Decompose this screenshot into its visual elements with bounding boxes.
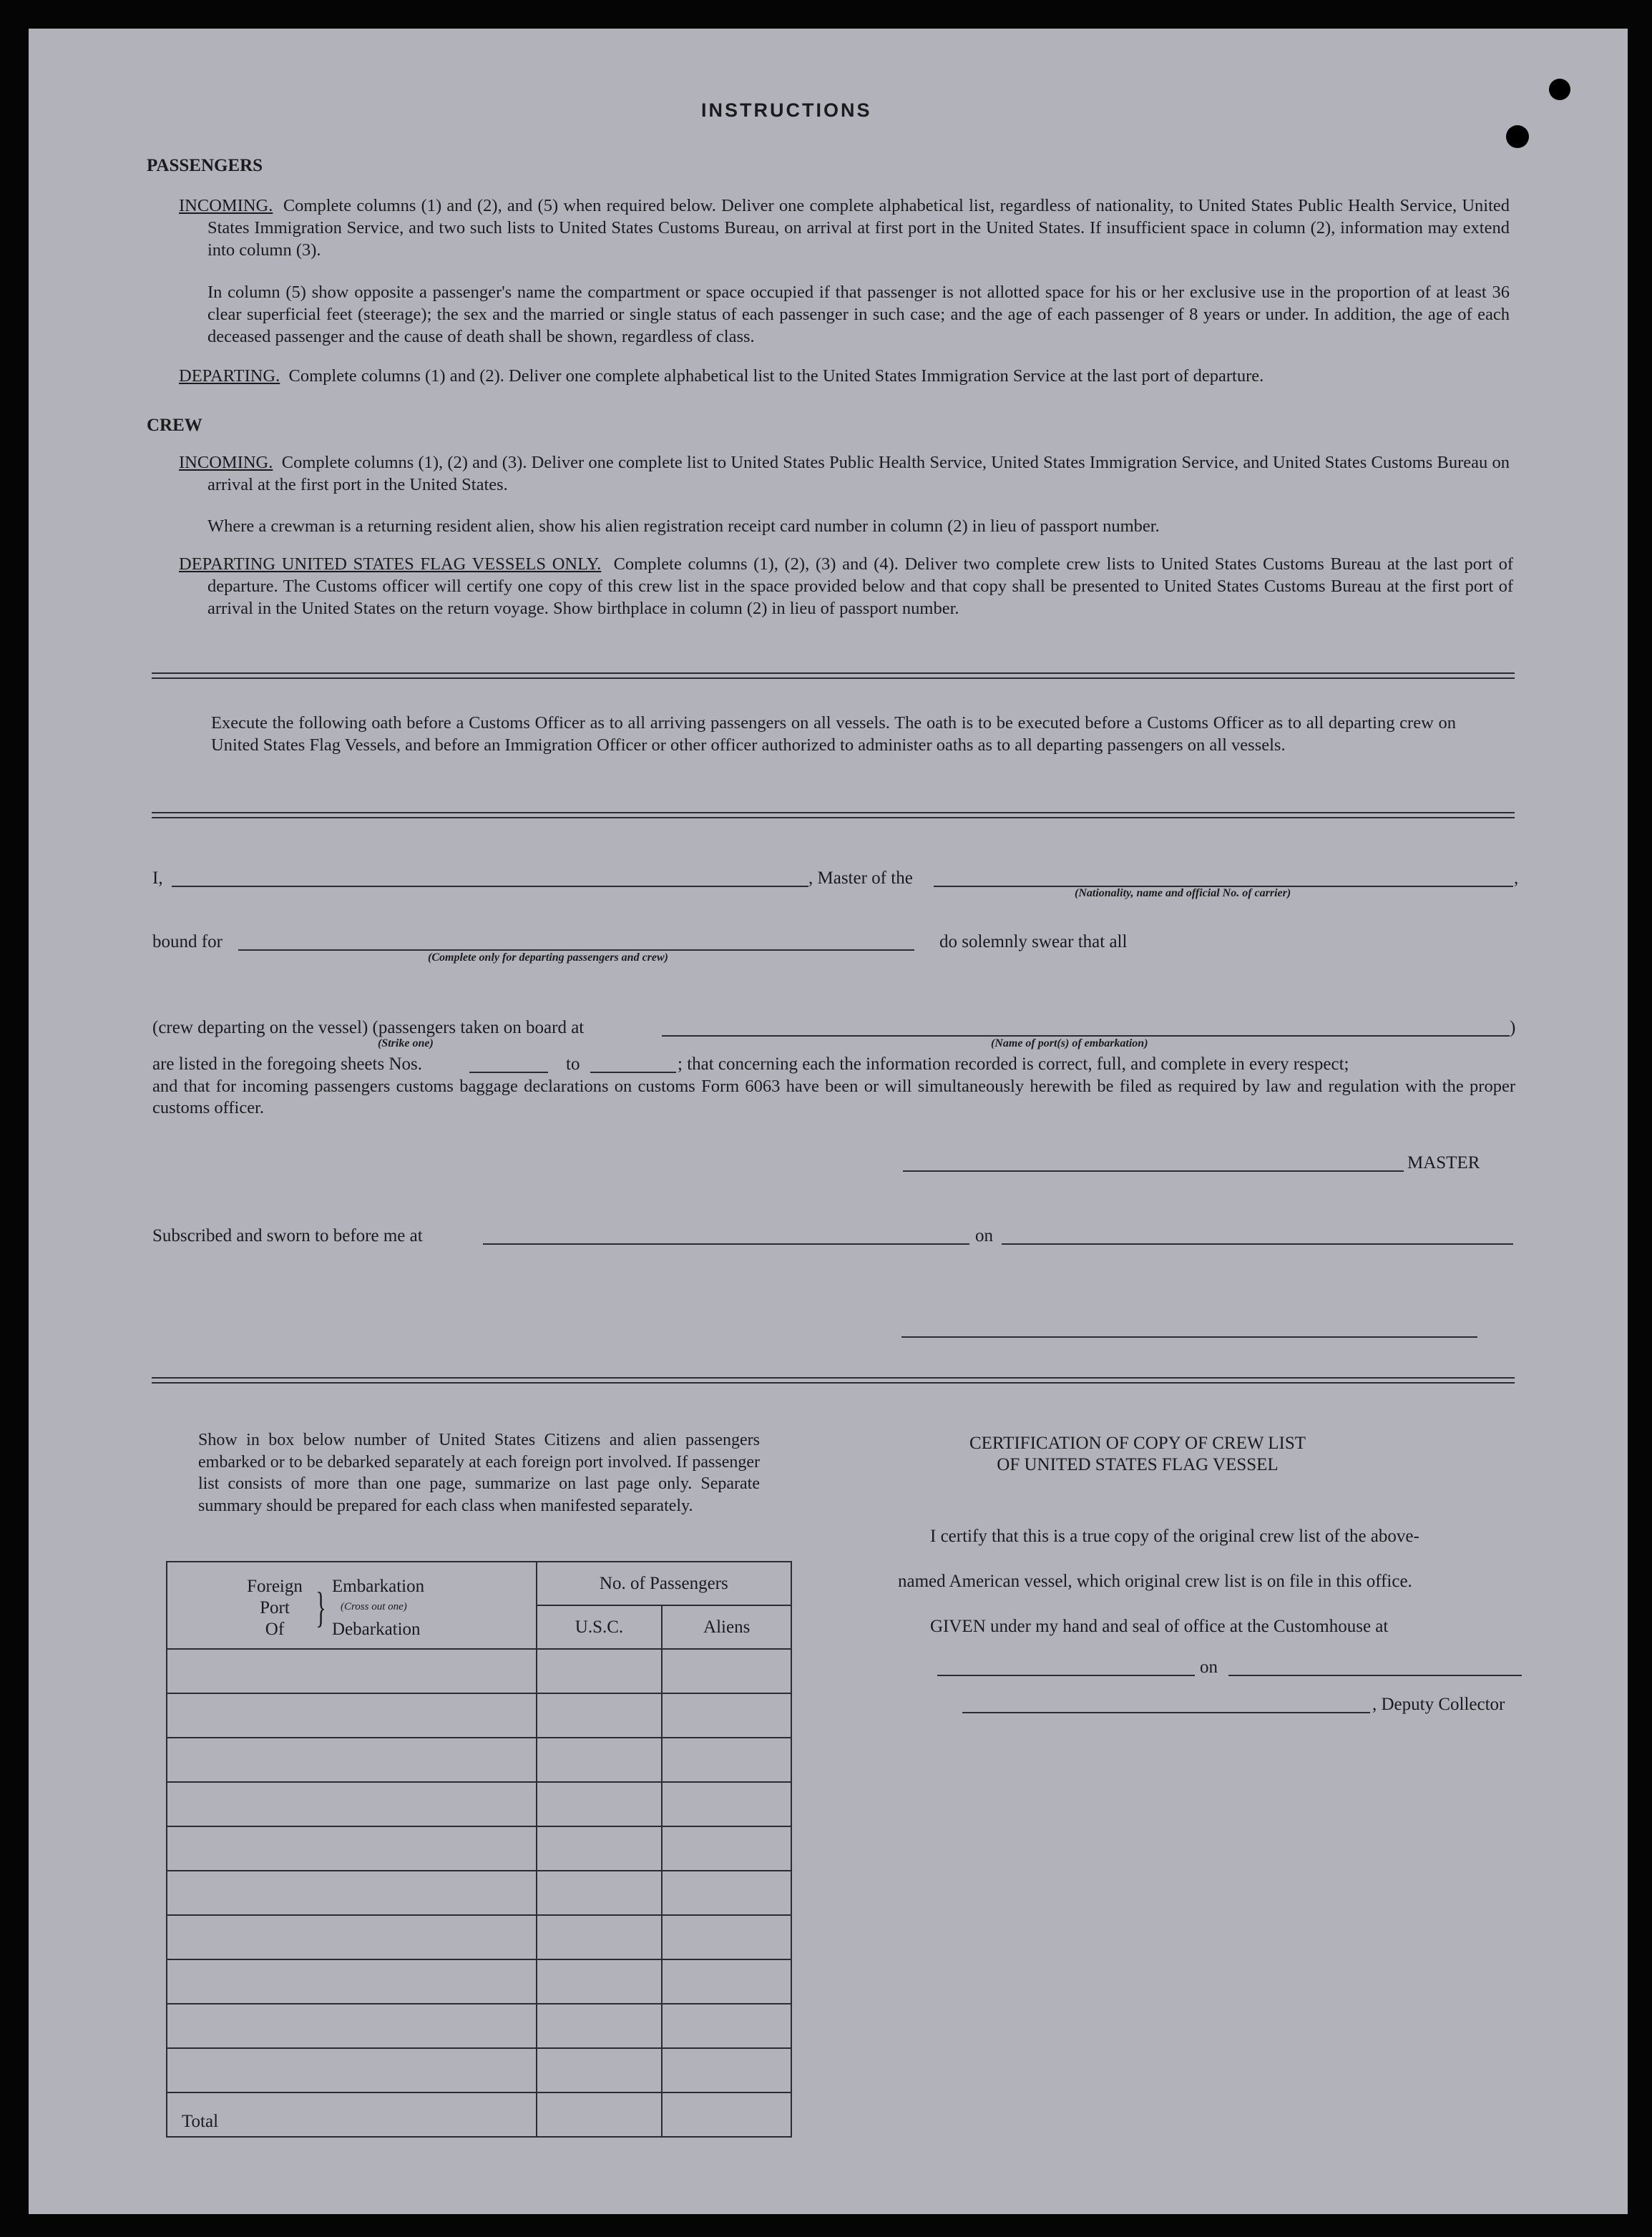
usc-total-cell[interactable] [537, 2092, 663, 2137]
deputy-collector-label: , Deputy Collector [1372, 1695, 1505, 1714]
aliens-cell[interactable] [662, 1959, 791, 2004]
total-label-cell [167, 2092, 537, 2137]
foreign-label: Foreign [247, 1577, 303, 1596]
oath-listed-text: ; that concerning each the information recorded is correct, full, and complete in every respect; [678, 1054, 1349, 1074]
oath-baggage-text: and that for incoming passengers customs baggage declarations on customs Form 6063 have been or will simultaneously herewith be filed as required by law and regulation with the proper customs officer. [152, 1077, 1515, 1117]
aliens-cell[interactable] [662, 1782, 791, 1826]
aliens-total-cell[interactable] [662, 2092, 791, 2137]
sworn-on-label: on [975, 1226, 993, 1245]
customhouse-field[interactable] [937, 1675, 1195, 1676]
punch-hole [1549, 79, 1570, 100]
port-cell[interactable] [167, 1959, 537, 2004]
aliens-cell[interactable] [662, 1738, 791, 1782]
usc-cell[interactable] [537, 1782, 663, 1826]
sworn-date-field[interactable] [1002, 1243, 1513, 1245]
usc-cell[interactable] [537, 2004, 663, 2048]
crew-departing-paragraph [179, 553, 1513, 620]
port-header-cell [167, 1562, 537, 1649]
crew-resident-paragraph [207, 515, 1510, 537]
certification-on-label: on [1200, 1658, 1218, 1677]
section-divider [152, 812, 1515, 818]
aliens-cell[interactable] [662, 1871, 791, 1915]
passengers-heading: PASSENGERS [147, 156, 263, 175]
passengers-departing-text: Complete columns (1) and (2). Deliver one complete alphabetical list to the United States Immigration Service at the last port of departure. [288, 366, 1264, 386]
passengers-column5-paragraph [207, 281, 1510, 348]
brace-icon: } [316, 1584, 326, 1631]
cross-out-caption: (Cross out one) [341, 1601, 407, 1612]
oath-master-of-label: , Master of the [808, 868, 913, 888]
section-divider [152, 1377, 1515, 1384]
passengers-column5-text: In column (5) show opposite a passenger's name the compartment or space occupied if that passenger is not allotted space for his or her exclusive use in the proportion of at least 36 clear superficial feet (steerage); the sex and the married or single status of each passenger in such case; and the age of each passenger of 8 years or under. In addition, the age of each deceased passenger and the cause of death shall be shown, regardless of class. [207, 283, 1510, 346]
sheet-to-field[interactable] [590, 1072, 676, 1073]
subscribed-label: Subscribed and sworn to before me at [152, 1226, 423, 1245]
section-divider [152, 672, 1515, 679]
port-cell[interactable] [167, 2004, 537, 2048]
usc-cell[interactable] [537, 1959, 663, 2004]
port-cell[interactable] [167, 1738, 537, 1782]
of-label: Of [265, 1620, 285, 1639]
punch-hole [1506, 125, 1529, 148]
deputy-signature-field[interactable] [962, 1712, 1370, 1713]
port-cell[interactable] [167, 1826, 537, 1871]
oath-close-paren: ) [1510, 1018, 1516, 1037]
sworn-place-field[interactable] [483, 1243, 969, 1245]
port-cell[interactable] [167, 1871, 537, 1915]
port-cell[interactable] [167, 1693, 537, 1738]
certification-heading-2: OF UNITED STATES FLAG VESSEL [997, 1455, 1279, 1474]
oath-comma: , [1514, 868, 1519, 888]
oath-intro-paragraph [211, 712, 1456, 756]
crew-resident-text: Where a crewman is a returning resident alien, show his alien registration receipt card number in column (2) in lieu of passport number. [207, 517, 1160, 536]
passengers-incoming-paragraph [179, 195, 1510, 261]
carrier-caption: (Nationality, name and official No. of carrier) [1075, 887, 1291, 899]
given-line: GIVEN under my hand and seal of office at the Customhouse at [930, 1617, 1389, 1636]
usc-cell[interactable] [537, 2048, 663, 2092]
aliens-cell[interactable] [662, 1649, 791, 1693]
aliens-cell[interactable] [662, 2004, 791, 2048]
summary-text: Show in box below number of United States Citizens and alien passengers embarked or to be debarked separately at each foreign port involved. If passenger list consists of more than one page, summarize on last page only. Separate summary should be prepared for each class when manifested separately. [198, 1431, 760, 1515]
aliens-cell[interactable] [662, 1693, 791, 1738]
certify-line-1: I certify that this is a true copy of the original crew list of the above- [930, 1527, 1419, 1546]
port-label: Port [260, 1598, 290, 1617]
document-sheet [29, 29, 1628, 2214]
oath-crew-departing-text: (crew departing on the vessel) (passengers taken on board at [152, 1018, 585, 1037]
usc-cell[interactable] [537, 1649, 663, 1693]
aliens-header: Aliens [662, 1605, 791, 1649]
page-title: INSTRUCTIONS [701, 99, 872, 121]
usc-cell[interactable] [537, 1738, 663, 1782]
aliens-cell[interactable] [662, 1915, 791, 1959]
certification-heading-1: CERTIFICATION OF COPY OF CREW LIST [969, 1434, 1306, 1453]
crew-incoming-paragraph [179, 451, 1510, 496]
crew-departing-label: DEPARTING UNITED STATES FLAG VESSELS ONLY. [179, 554, 602, 574]
sheet-from-field[interactable] [469, 1072, 548, 1073]
port-cell[interactable] [167, 2048, 537, 2092]
aliens-cell[interactable] [662, 2048, 791, 2092]
crew-heading: CREW [147, 416, 202, 435]
passengers-incoming-label: INCOMING. [179, 196, 273, 215]
port-cell[interactable] [167, 1915, 537, 1959]
oath-bound-for-label: bound for [152, 932, 223, 951]
crew-incoming-text: Complete columns (1), (2) and (3). Deliver one complete list to United States Public Health Service, United States Immigration Service, and United States Customs Bureau on arrival at the first port in the United States. [207, 453, 1510, 494]
strike-one-caption: (Strike one) [378, 1037, 434, 1049]
summary-paragraph [198, 1429, 760, 1517]
port-cell[interactable] [167, 1782, 537, 1826]
crew-departing-text: Complete columns (1), (2), (3) and (4). Deliver two complete crew lists to United States Customs Bureau at the last port of departure. The Customs officer will certify one copy of this crew list in the space provided below and that copy shall be presented to United States Customs Bureau at the first port of arrival in the United States on the return voyage. Show birthplace in column (2) in lieu of passport number. [207, 554, 1513, 618]
usc-header: U.S.C. [537, 1605, 663, 1649]
usc-cell[interactable] [537, 1693, 663, 1738]
oath-intro-text: Execute the following oath before a Customs Officer as to all arriving passengers on all vessels. The oath is to be executed before a Customs Officer as to all departing crew on United States Flag Vessels, and before an Immigration Officer or other officer authorized to administer oaths as to all departing passengers on all vessels. [211, 713, 1456, 755]
embarkation-port-field[interactable] [662, 1035, 1510, 1037]
bound-for-field[interactable] [238, 949, 914, 951]
certify-line-2: named American vessel, which original crew list is on file in this office. [898, 1572, 1412, 1591]
usc-cell[interactable] [537, 1826, 663, 1871]
master-label: MASTER [1407, 1153, 1480, 1173]
oath-listed-to-label: to [566, 1054, 580, 1074]
aliens-cell[interactable] [662, 1826, 791, 1871]
passengers-departing-paragraph [179, 365, 1513, 387]
certification-date-field[interactable] [1228, 1675, 1522, 1676]
oath-listed-label: are listed in the foregoing sheets Nos. [152, 1054, 422, 1074]
debarkation-label: Debarkation [332, 1620, 421, 1639]
passengers-incoming-text: Complete columns (1) and (2), and (5) when required below. Deliver one complete alphabetical list, regardless of nationality, to United States Public Health Service, United States Immigration Service, and two such lists to United States Customs Bureau, on arrival at first port in the United States. If insufficient space in column (2), information may extend into column (3). [207, 196, 1510, 260]
oath-baggage-paragraph [152, 1076, 1515, 1119]
embarkation-caption: (Name of port(s) of embarkation) [991, 1037, 1148, 1049]
port-cell[interactable] [167, 1649, 537, 1693]
oath-swear-text: do solemnly swear that all [939, 932, 1128, 951]
usc-cell[interactable] [537, 1871, 663, 1915]
embarkation-label: Embarkation [332, 1577, 425, 1596]
master-name-field[interactable] [172, 886, 808, 887]
no-passengers-header: No. of Passengers [537, 1562, 791, 1605]
officer-signature-field[interactable] [901, 1336, 1477, 1338]
master-signature-field[interactable] [903, 1170, 1404, 1172]
passenger-summary-table [166, 1561, 792, 2138]
passengers-departing-label: DEPARTING. [179, 366, 280, 386]
total-label: Total [182, 2112, 219, 2131]
usc-cell[interactable] [537, 1915, 663, 1959]
oath-i-label: I, [152, 868, 163, 888]
crew-incoming-label: INCOMING. [179, 453, 273, 472]
bound-for-caption: (Complete only for departing passengers and crew) [428, 951, 668, 964]
